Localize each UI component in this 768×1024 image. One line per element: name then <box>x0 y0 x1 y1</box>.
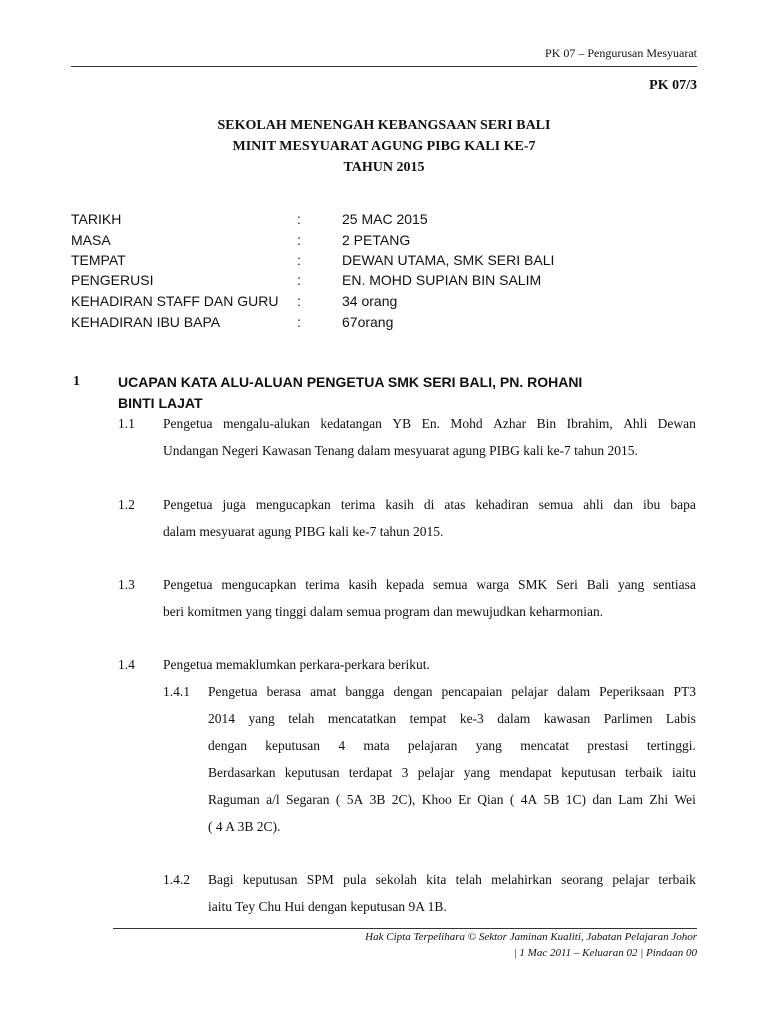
info-colon: : <box>297 211 301 227</box>
info-value: 34 orang <box>342 293 398 309</box>
year-title: TAHUN 2015 <box>343 160 425 175</box>
subitem-number: 1.4.2 <box>163 872 190 887</box>
info-colon: : <box>297 252 301 268</box>
info-label: PENGERUSI <box>71 272 154 288</box>
item-number: 1.1 <box>118 416 135 431</box>
paragraph-line: Pengetua mengucapkan terima kasih kepada semua warga SMK Seri Bali yang sentiasa <box>163 577 696 592</box>
info-value: 67orang <box>342 314 394 330</box>
info-colon: : <box>297 272 301 288</box>
document-code: PK 07/3 <box>649 78 697 93</box>
section-title: BINTI LAJAT <box>118 395 203 411</box>
info-value: 25 MAC 2015 <box>342 211 428 227</box>
footer-rule <box>113 928 697 929</box>
info-label: TARIKH <box>71 211 122 227</box>
paragraph-line: beri komitmen yang tinggi dalam semua program dan mewujudkan keharmonian. <box>163 604 604 619</box>
paragraph-line: Bagi keputusan SPM pula sekolah kita telah melahirkan seorang pelajar terbaik <box>208 872 696 887</box>
info-value: 2 PETANG <box>342 232 411 248</box>
revision-note: | 1 Mac 2011 – Keluaran 02 | Pindaan 00 <box>513 947 697 959</box>
paragraph-line: Berdasarkan keputusan terdapat 3 pelajar yang mendapat keputusan terbaik iaitu <box>208 765 696 780</box>
info-label: MASA <box>71 232 111 248</box>
paragraph-line: Pengetua mengalu-alukan kedatangan YB En. Mohd Azhar Bin Ibrahim, Ahli Dewan <box>163 416 696 431</box>
paragraph-line: Pengetua juga mengucapkan terima kasih di atas kehadiran semua ahli dan ibu bapa <box>163 497 696 512</box>
item-number: 1.3 <box>118 577 135 592</box>
paragraph-line: iaitu Tey Chu Hui dengan keputusan 9A 1B. <box>208 899 447 914</box>
paragraph-line: ( 4 A 3B 2C). <box>208 819 281 834</box>
item-number: 1.4 <box>118 657 135 672</box>
paragraph-line: Pengetua berasa amat bangga dengan pencapaian pelajar dalam Peperiksaan PT3 <box>208 684 696 699</box>
copyright-note: Hak Cipta Terpelihara © Sektor Jaminan Kualiti, Jabatan Pelajaran Johor <box>365 931 697 943</box>
paragraph-line: 2014 yang telah mencatatkan tempat ke-3 dalam kawasan Parlimen Labis <box>208 711 696 726</box>
paragraph-line: Undangan Negeri Kawasan Tenang dalam mesyuarat agung PIBG kali ke-7 tahun 2015. <box>163 443 638 458</box>
section-number: 1 <box>73 374 80 389</box>
section-title: UCAPAN KATA ALU-ALUAN PENGETUA SMK SERI BALI, PN. ROHANI <box>118 374 583 390</box>
subitem-number: 1.4.1 <box>163 684 190 699</box>
info-value: EN. MOHD SUPIAN BIN SALIM <box>342 272 542 288</box>
minutes-title: MINIT MESYUARAT AGUNG PIBG KALI KE-7 <box>232 139 536 154</box>
paragraph-line: dalam mesyuarat agung PIBG kali ke-7 tahun 2015. <box>163 524 444 539</box>
paragraph-line: Pengetua memaklumkan perkara-perkara berikut. <box>163 657 430 672</box>
header-rule <box>71 66 697 67</box>
info-colon: : <box>297 314 301 330</box>
running-header: PK 07 – Pengurusan Mesyuarat <box>545 46 697 60</box>
paragraph-line: Raguman a/l Segaran ( 5A 3B 2C), Khoo Er Qian ( 4A 5B 1C) dan Lam Zhi Wei <box>208 792 696 807</box>
item-number: 1.2 <box>118 497 135 512</box>
info-label: TEMPAT <box>71 252 126 268</box>
info-colon: : <box>297 293 301 309</box>
info-colon: : <box>297 232 301 248</box>
paragraph-line: dengan keputusan 4 mata pelajaran yang mencatat prestasi tertinggi. <box>208 738 696 753</box>
info-label: KEHADIRAN IBU BAPA <box>71 314 221 330</box>
info-label: KEHADIRAN STAFF DAN GURU <box>71 293 279 309</box>
school-name: SEKOLAH MENENGAH KEBANGSAAN SERI BALI <box>217 118 551 133</box>
info-value: DEWAN UTAMA, SMK SERI BALI <box>342 252 555 268</box>
